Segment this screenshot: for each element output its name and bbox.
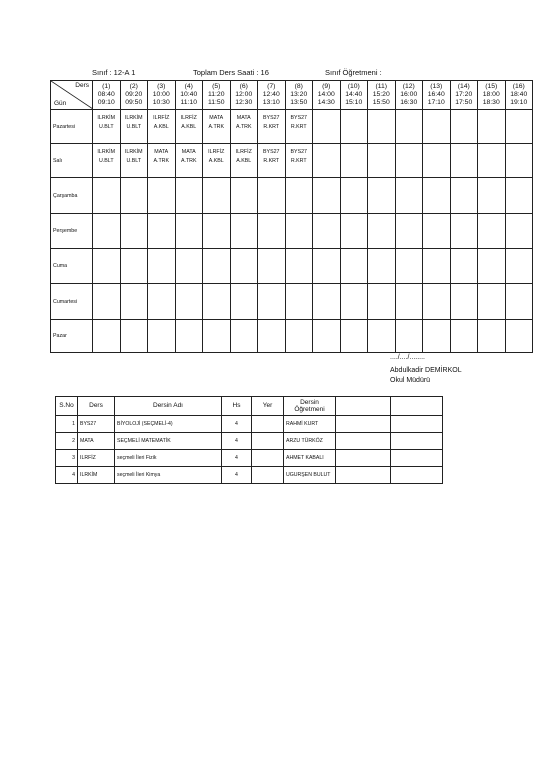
schedule-slot — [395, 249, 423, 284]
slot-teacher-code: U.BLT — [98, 124, 114, 130]
period-num: (8) — [294, 82, 303, 90]
lesson-sno: 4 — [56, 467, 78, 484]
weekly-schedule-table — [50, 80, 533, 353]
slot-lesson-code: ILRKİM — [97, 149, 116, 155]
period-num: (7) — [267, 82, 276, 90]
col-header-ogretmen — [284, 397, 336, 416]
lesson-empty-cell — [336, 433, 391, 450]
schedule-slot — [285, 249, 313, 284]
day-row — [51, 284, 533, 320]
schedule-slot — [423, 214, 451, 249]
period-header — [478, 81, 506, 110]
slot-lesson-code: BYS27 — [263, 115, 280, 121]
schedule-slot — [230, 214, 258, 249]
period-end: 12:30 — [235, 99, 253, 107]
slot-teacher-code: U.BLT — [126, 158, 142, 164]
schedule-slot — [230, 284, 258, 320]
schedule-slot — [368, 284, 396, 320]
lesson-sno: 1 — [56, 416, 78, 433]
schedule-slot — [505, 178, 533, 214]
period-header — [368, 81, 396, 110]
lesson-room — [252, 467, 284, 484]
slot-teacher-code: R.KRT — [290, 124, 307, 130]
period-end: 15:10 — [345, 99, 363, 107]
schedule-slot — [230, 178, 258, 214]
day-label: Cuma — [51, 249, 93, 284]
schedule-slot — [368, 110, 396, 144]
schedule-slot — [368, 249, 396, 284]
slot-teacher-code: A.KBL — [153, 124, 169, 130]
period-num: (16) — [512, 82, 525, 90]
period-start: 18:00 — [482, 90, 500, 98]
period-end: 13:10 — [262, 99, 280, 107]
schedule-slot — [120, 320, 148, 353]
lesson-empty-cell — [336, 450, 391, 467]
schedule-slot — [505, 249, 533, 284]
schedule-slot — [93, 110, 121, 144]
lesson-name: seçmeli İleri Fizik — [115, 450, 222, 467]
schedule-slot — [423, 144, 451, 178]
lesson-room — [252, 416, 284, 433]
day-label: Cumartesi — [51, 284, 93, 320]
schedule-slot — [450, 284, 478, 320]
slot-teacher-code: A.KBL — [236, 158, 252, 164]
period-start: 17:20 — [455, 90, 473, 98]
lessons-header-row — [56, 397, 443, 416]
schedule-slot — [395, 110, 423, 144]
lesson-hours: 4 — [222, 450, 252, 467]
lesson-empty-cell — [391, 416, 443, 433]
schedule-slot — [203, 110, 231, 144]
total-hours-label: Toplam Ders Saati : 16 — [193, 68, 269, 77]
schedule-slot — [175, 249, 203, 284]
schedule-slot — [258, 110, 286, 144]
schedule-slot — [450, 178, 478, 214]
schedule-slot — [120, 284, 148, 320]
lesson-hours: 4 — [222, 416, 252, 433]
schedule-slot — [120, 214, 148, 249]
lesson-sno: 3 — [56, 450, 78, 467]
period-num: (1) — [102, 82, 111, 90]
day-row — [51, 144, 533, 178]
slot-teacher-code: A.TRK — [208, 124, 225, 130]
period-end: 13:50 — [290, 99, 308, 107]
period-start: 12:00 — [235, 90, 253, 98]
schedule-slot — [340, 320, 368, 353]
schedule-slot — [395, 178, 423, 214]
period-start: 16:40 — [427, 90, 445, 98]
slot-lesson-code: ILRKİM — [97, 115, 116, 121]
schedule-slot — [450, 110, 478, 144]
schedule-slot — [505, 284, 533, 320]
class-label: Sınıf : 12-A 1 — [92, 68, 136, 77]
period-end: 15:50 — [372, 99, 390, 107]
period-header — [258, 81, 286, 110]
schedule-slot — [285, 144, 313, 178]
period-start: 14:00 — [317, 90, 335, 98]
schedule-slot — [423, 178, 451, 214]
day-row — [51, 178, 533, 214]
col-header-yer: Yer — [252, 397, 284, 416]
schedule-slot — [395, 320, 423, 353]
lesson-row — [56, 467, 443, 484]
schedule-slot — [175, 284, 203, 320]
col-header-ogretmen-line1: Dersin — [300, 398, 319, 406]
day-row — [51, 110, 533, 144]
period-start: 16:00 — [400, 90, 418, 98]
schedule-slot — [340, 178, 368, 214]
period-num: (9) — [322, 82, 331, 90]
period-header — [203, 81, 231, 110]
lesson-empty-cell — [336, 467, 391, 484]
day-label: Pazartesi — [51, 110, 93, 144]
slot-teacher-code: R.KRT — [263, 158, 280, 164]
schedule-slot — [175, 110, 203, 144]
schedule-slot — [368, 144, 396, 178]
schedule-slot — [395, 144, 423, 178]
lesson-code: ILRFİZ — [78, 450, 115, 467]
schedule-slot — [120, 110, 148, 144]
lesson-row — [56, 433, 443, 450]
schedule-slot — [285, 178, 313, 214]
schedule-slot — [285, 320, 313, 353]
lesson-row — [56, 450, 443, 467]
slot-lesson-code: ILRFİZ — [180, 115, 197, 121]
day-row — [51, 249, 533, 284]
slot-lesson-code: BYS27 — [290, 149, 307, 155]
schedule-slot — [120, 144, 148, 178]
col-header-hs: Hs — [222, 397, 252, 416]
period-num: (13) — [430, 82, 443, 90]
slot-lesson-code: MATA — [181, 149, 196, 155]
slot-teacher-code: A.TRK — [235, 124, 252, 130]
schedule-slot — [203, 144, 231, 178]
period-num: (10) — [347, 82, 360, 90]
period-end: 17:10 — [427, 99, 445, 107]
schedule-slot — [340, 144, 368, 178]
period-end: 19:10 — [510, 99, 528, 107]
period-start: 18:40 — [510, 90, 528, 98]
period-num: (2) — [129, 82, 138, 90]
schedule-slot — [340, 214, 368, 249]
schedule-slot — [258, 214, 286, 249]
period-start: 10:40 — [180, 90, 198, 98]
period-header — [450, 81, 478, 110]
lesson-code: BYS27 — [78, 416, 115, 433]
slot-teacher-code: A.TRK — [153, 158, 170, 164]
period-start: 09:20 — [125, 90, 143, 98]
schedule-slot — [313, 249, 341, 284]
schedule-slot — [340, 249, 368, 284]
schedule-slot — [230, 249, 258, 284]
lesson-row — [56, 416, 443, 433]
lesson-empty-cell — [391, 467, 443, 484]
lesson-empty-cell — [391, 450, 443, 467]
schedule-slot — [148, 249, 176, 284]
schedule-slot — [423, 284, 451, 320]
lesson-room — [252, 433, 284, 450]
schedule-slot — [203, 249, 231, 284]
schedule-slot — [148, 214, 176, 249]
day-row — [51, 320, 533, 353]
slot-lesson-code: ILRKİM — [124, 115, 143, 121]
schedule-slot — [285, 214, 313, 249]
schedule-slot — [478, 178, 506, 214]
lesson-hours: 4 — [222, 433, 252, 450]
day-row — [51, 214, 533, 249]
period-start: 14:40 — [345, 90, 363, 98]
schedule-slot — [395, 284, 423, 320]
schedule-slot — [423, 249, 451, 284]
period-start: 10:00 — [152, 90, 170, 98]
period-start: 12:40 — [262, 90, 280, 98]
period-header — [230, 81, 258, 110]
slot-lesson-code: BYS27 — [290, 115, 307, 121]
period-header — [285, 81, 313, 110]
slot-teacher-code: R.KRT — [290, 158, 307, 164]
lesson-code: MATA — [78, 433, 115, 450]
schedule-slot — [148, 320, 176, 353]
schedule-slot — [450, 214, 478, 249]
slot-teacher-code: R.KRT — [263, 124, 280, 130]
lesson-teacher: UGURŞEN BULUT — [284, 467, 336, 484]
col-header-adi: Dersin Adı — [115, 397, 222, 416]
schedule-slot — [120, 178, 148, 214]
schedule-slot — [505, 320, 533, 353]
schedule-slot — [93, 144, 121, 178]
period-end: 11:50 — [207, 99, 225, 107]
schedule-slot — [368, 214, 396, 249]
schedule-slot — [93, 320, 121, 353]
col-header-ogretmen-line2: Öğretmeni — [294, 406, 325, 413]
period-start: 13:20 — [290, 90, 308, 98]
lesson-name: BİYOLOJİ (SEÇMELİ-4) — [115, 416, 222, 433]
principal-title: Okul Müdürü — [390, 377, 431, 384]
schedule-slot — [478, 144, 506, 178]
period-num: (4) — [184, 82, 193, 90]
period-num: (5) — [212, 82, 221, 90]
schedule-corner-cell — [51, 81, 93, 110]
schedule-slot — [478, 284, 506, 320]
schedule-slot — [340, 284, 368, 320]
period-header — [175, 81, 203, 110]
slot-teacher-code: U.BLT — [126, 124, 142, 130]
lesson-empty-cell — [336, 416, 391, 433]
schedule-slot — [93, 284, 121, 320]
slot-lesson-code: BYS27 — [263, 149, 280, 155]
schedule-slot — [93, 214, 121, 249]
day-label: Perşembe — [51, 214, 93, 249]
schedule-slot — [258, 284, 286, 320]
slot-lesson-code: ILRFİZ — [153, 115, 170, 121]
lesson-teacher: RAHMİ KURT — [284, 416, 336, 433]
schedule-slot — [313, 178, 341, 214]
lesson-code: ILRKİM — [78, 467, 115, 484]
lessons-table — [55, 396, 443, 484]
schedule-slot — [423, 320, 451, 353]
day-label: Çarşamba — [51, 178, 93, 214]
slot-lesson-code: ILRFİZ — [235, 149, 252, 155]
period-num: (3) — [157, 82, 166, 90]
period-header — [93, 81, 121, 110]
period-end: 11:10 — [180, 99, 197, 107]
schedule-slot — [175, 320, 203, 353]
schedule-slot — [120, 249, 148, 284]
period-header — [340, 81, 368, 110]
period-start: 15:20 — [372, 90, 390, 98]
col-header-empty — [336, 397, 391, 416]
period-num: (14) — [457, 82, 470, 90]
period-num: (12) — [402, 82, 415, 90]
period-header — [423, 81, 451, 110]
schedule-slot — [423, 110, 451, 144]
col-header-empty — [391, 397, 443, 416]
period-header — [395, 81, 423, 110]
schedule-slot — [148, 284, 176, 320]
period-num: (6) — [239, 82, 248, 90]
schedule-slot — [395, 214, 423, 249]
schedule-slot — [148, 144, 176, 178]
schedule-slot — [203, 320, 231, 353]
schedule-slot — [148, 178, 176, 214]
slot-teacher-code: A.KBL — [208, 158, 224, 164]
schedule-slot — [258, 249, 286, 284]
schedule-slot — [258, 320, 286, 353]
period-num: (11) — [375, 82, 388, 90]
lesson-name: seçmeli İleri Kimya — [115, 467, 222, 484]
period-end: 18:30 — [482, 99, 500, 107]
corner-ders-label: Ders — [75, 82, 89, 89]
schedule-slot — [313, 284, 341, 320]
schedule-slot — [175, 178, 203, 214]
schedule-slot — [478, 110, 506, 144]
lesson-teacher: ARZU TÜRKÖZ — [284, 433, 336, 450]
lesson-hours: 4 — [222, 467, 252, 484]
period-header — [148, 81, 176, 110]
schedule-slot — [450, 144, 478, 178]
class-teacher-label: Sınıf Öğretmeni : — [325, 68, 382, 77]
slot-teacher-code: A.KBL — [181, 124, 197, 130]
schedule-slot — [175, 214, 203, 249]
schedule-slot — [450, 249, 478, 284]
period-header — [120, 81, 148, 110]
schedule-slot — [230, 144, 258, 178]
period-start: 08:40 — [97, 90, 115, 98]
period-header — [505, 81, 533, 110]
lesson-teacher: AHMET KABALI — [284, 450, 336, 467]
schedule-slot — [313, 214, 341, 249]
lesson-empty-cell — [391, 433, 443, 450]
lesson-name: SEÇMELİ MATEMATİK — [115, 433, 222, 450]
schedule-slot — [313, 320, 341, 353]
period-end: 09:50 — [125, 99, 143, 107]
schedule-slot — [148, 110, 176, 144]
schedule-slot — [93, 178, 121, 214]
slot-lesson-code: MATA — [236, 115, 251, 121]
lesson-sno: 2 — [56, 433, 78, 450]
slot-lesson-code: MATA — [154, 149, 169, 155]
slot-lesson-code: ILRKİM — [124, 149, 143, 155]
schedule-slot — [505, 110, 533, 144]
schedule-slot — [340, 110, 368, 144]
lesson-room — [252, 450, 284, 467]
schedule-slot — [313, 144, 341, 178]
col-header-sno: S.No — [56, 397, 78, 416]
schedule-slot — [258, 144, 286, 178]
period-end: 10:30 — [152, 99, 170, 107]
schedule-slot — [230, 110, 258, 144]
schedule-slot — [478, 214, 506, 249]
period-start: 11:20 — [207, 90, 225, 98]
schedule-slot — [175, 144, 203, 178]
signature-date: ..../..../........ — [390, 354, 426, 361]
schedule-slot — [505, 144, 533, 178]
slot-lesson-code: ILRFİZ — [208, 149, 225, 155]
schedule-slot — [203, 284, 231, 320]
schedule-slot — [450, 320, 478, 353]
principal-name: Abdulkadir DEMİRKOL — [390, 367, 462, 374]
period-num: (15) — [485, 82, 498, 90]
day-label: Salı — [51, 144, 93, 178]
slot-teacher-code: U.BLT — [98, 158, 114, 164]
schedule-slot — [285, 284, 313, 320]
schedule-slot — [230, 320, 258, 353]
period-end: 17:50 — [455, 99, 473, 107]
schedule-slot — [368, 320, 396, 353]
schedule-slot — [203, 214, 231, 249]
schedule-slot — [368, 178, 396, 214]
schedule-slot — [505, 214, 533, 249]
schedule-slot — [285, 110, 313, 144]
schedule-slot — [478, 320, 506, 353]
slot-teacher-code: A.TRK — [180, 158, 197, 164]
day-label: Pazar — [51, 320, 93, 353]
schedule-header-row — [51, 81, 533, 110]
schedule-slot — [258, 178, 286, 214]
corner-gun-label: Gün — [54, 100, 67, 107]
schedule-slot — [93, 249, 121, 284]
period-header — [313, 81, 341, 110]
period-end: 09:10 — [97, 99, 115, 107]
schedule-slot — [203, 178, 231, 214]
col-header-ders: Ders — [78, 397, 115, 416]
schedule-slot — [313, 110, 341, 144]
schedule-slot — [478, 249, 506, 284]
period-end: 16:30 — [400, 99, 418, 107]
period-end: 14:30 — [317, 99, 335, 107]
slot-lesson-code: MATA — [209, 115, 224, 121]
